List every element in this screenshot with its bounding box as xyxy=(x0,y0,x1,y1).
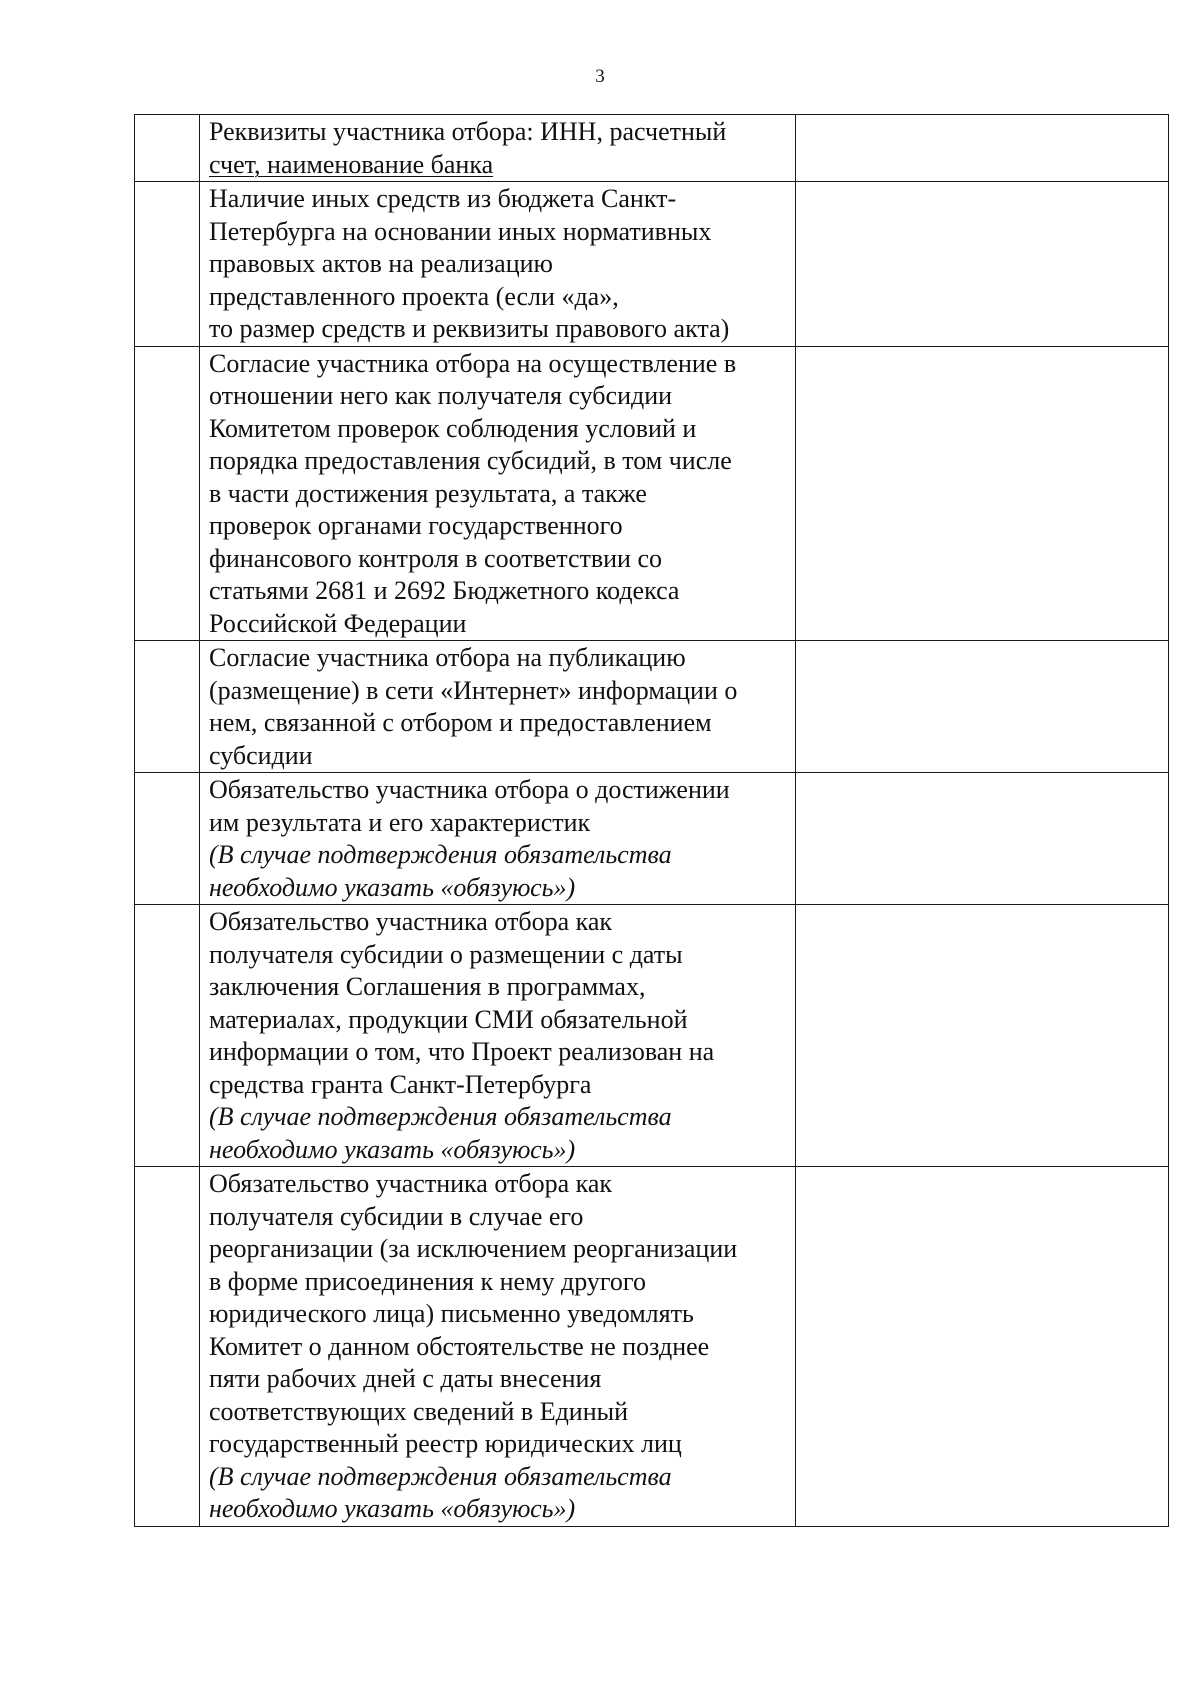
confirmation-note: (В случае подтверждения обязательства xyxy=(209,1461,672,1491)
requirement-line: юридического лица) письменно уведомлять xyxy=(209,1299,694,1328)
requirement-cell xyxy=(200,115,796,182)
requirement-line: получателя субсидии в случае его xyxy=(209,1201,584,1231)
application-form-table xyxy=(134,114,1169,1527)
table-row xyxy=(135,641,1169,773)
row-number-cell xyxy=(135,346,200,641)
requirement-cell xyxy=(200,773,796,905)
requirement-line: представленного проекта (если «да», xyxy=(209,281,619,311)
confirmation-note: необходимо указать «обязуюсь») xyxy=(209,1494,576,1523)
requirement-line: порядка предоставления субсидий, в том числе xyxy=(209,446,732,475)
row-number-cell xyxy=(135,182,200,347)
answer-cell[interactable] xyxy=(796,182,1169,347)
requirement-line: Петербурга на основании иных нормативных xyxy=(209,216,712,246)
requirement-line: соответствующих сведений в Единый xyxy=(209,1396,629,1426)
requirement-line: то размер средств и реквизиты правового акта) xyxy=(209,314,730,343)
confirmation-note: (В случае подтверждения обязательства xyxy=(209,840,672,869)
row-number-cell xyxy=(135,641,200,773)
requirement-line: заключения Соглашения в программах, xyxy=(209,972,646,1001)
requirement-line: счет, наименование банка xyxy=(209,149,494,179)
table-row xyxy=(135,115,1169,182)
requirement-line: правовых актов на реализацию xyxy=(209,249,553,278)
answer-cell[interactable] xyxy=(796,641,1169,773)
requirement-line: реорганизации (за исключением реорганизации xyxy=(209,1234,738,1263)
requirement-line: Российской Федерации xyxy=(209,608,467,638)
answer-cell[interactable] xyxy=(796,773,1169,905)
table-row xyxy=(135,182,1169,347)
requirement-line: проверок органами государственного xyxy=(209,511,623,540)
confirmation-note: необходимо указать «обязуюсь») xyxy=(209,1134,576,1164)
requirement-line: Наличие иных средств из бюджета Санкт- xyxy=(209,184,677,213)
table-row xyxy=(135,346,1169,641)
table-row xyxy=(135,773,1169,905)
table-row xyxy=(135,905,1169,1167)
requirement-line: в части достижения результата, а также xyxy=(209,478,647,508)
requirement-line: государственный реестр юридических лиц xyxy=(209,1429,682,1458)
requirement-line: Обязательство участника отбора как xyxy=(209,1169,613,1198)
requirement-line: Обязательство участника отбора как xyxy=(209,907,613,936)
requirement-cell xyxy=(200,1167,796,1527)
requirement-line: (размещение) в сети «Интернет» информации о xyxy=(209,675,738,705)
requirement-line: получателя субсидии о размещении с даты xyxy=(209,939,683,969)
requirement-line: информации о том, что Проект реализован на xyxy=(209,1037,715,1066)
row-number-cell xyxy=(135,905,200,1167)
requirement-line: Согласие участника отбора на публикацию xyxy=(209,643,686,672)
requirement-line: Комитет о данном обстоятельстве не позднее xyxy=(209,1331,710,1361)
answer-cell[interactable] xyxy=(796,1167,1169,1527)
answer-cell[interactable] xyxy=(796,346,1169,641)
requirement-cell xyxy=(200,182,796,347)
requirement-line: Реквизиты участника отбора: ИНН, расчетный xyxy=(209,117,727,146)
requirement-line: средства гранта Санкт-Петербурга xyxy=(209,1069,592,1099)
requirement-cell xyxy=(200,346,796,641)
table-row xyxy=(135,1167,1169,1527)
requirement-line: нем, связанной с отбором и предоставлением xyxy=(209,708,712,737)
page-number: 3 xyxy=(595,66,605,87)
requirement-line: Комитетом проверок соблюдения условий и xyxy=(209,413,697,443)
requirement-cell xyxy=(200,905,796,1167)
requirement-line: отношении него как получателя субсидии xyxy=(209,381,673,410)
requirement-line: пяти рабочих дней с даты внесения xyxy=(209,1364,602,1393)
row-number-cell xyxy=(135,115,200,182)
requirement-line: статьями 2681 и 2692 Бюджетного кодекса xyxy=(209,576,680,605)
requirement-line: финансового контроля в соответствии со xyxy=(209,543,663,573)
answer-cell[interactable] xyxy=(796,905,1169,1167)
requirement-cell xyxy=(200,641,796,773)
confirmation-note: (В случае подтверждения обязательства xyxy=(209,1102,672,1131)
requirement-line: Обязательство участника отбора о достижении xyxy=(209,775,730,804)
requirement-line: Согласие участника отбора на осуществление в xyxy=(209,348,737,378)
answer-cell[interactable] xyxy=(796,115,1169,182)
row-number-cell xyxy=(135,1167,200,1527)
requirement-line: материалах, продукции СМИ обязательной xyxy=(209,1004,688,1034)
row-number-cell xyxy=(135,773,200,905)
requirement-line: им результата и его характеристик xyxy=(209,807,591,837)
requirement-line: субсидии xyxy=(209,740,313,770)
requirement-line: в форме присоединения к нему другого xyxy=(209,1266,646,1296)
confirmation-note: необходимо указать «обязуюсь») xyxy=(209,872,576,902)
